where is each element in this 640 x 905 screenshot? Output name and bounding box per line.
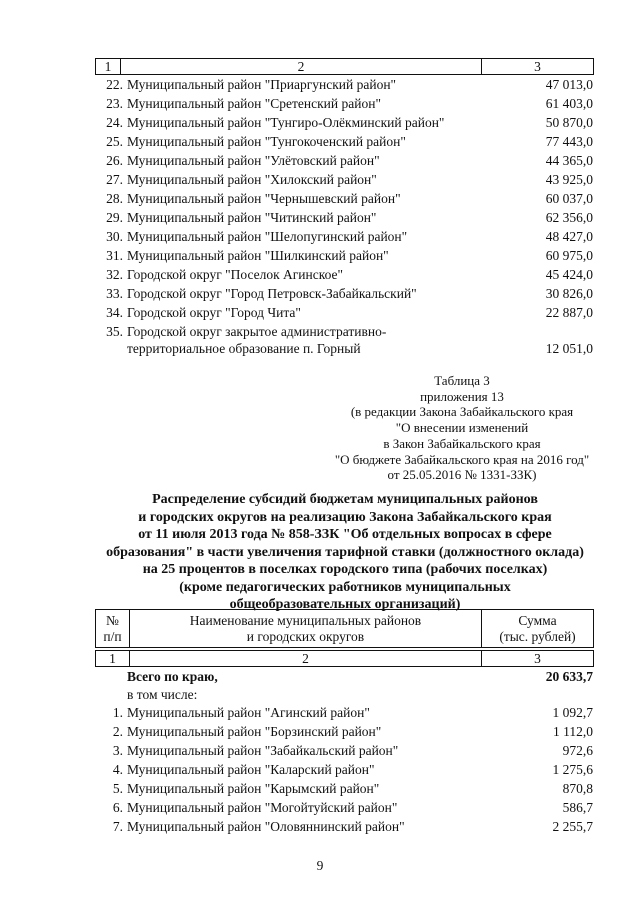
row-value: 43 925,0 [545, 172, 593, 187]
annex-appendix: приложения 13 [420, 388, 504, 404]
row-name: Городской округ закрытое административно- [127, 324, 387, 339]
table2-numbering-2: 2 [302, 651, 309, 666]
row-value: 586,7 [562, 800, 593, 815]
row-value: 44 365,0 [545, 153, 593, 168]
row-value: 972,6 [562, 743, 593, 758]
annex-law-title-2: в Закон Забайкальского края [383, 435, 541, 451]
row-value: 77 443,0 [545, 134, 593, 149]
table-row [103, 780, 593, 798]
header-label: п/п [103, 629, 122, 644]
row-name: Муниципальный район "Забайкальский район" [127, 743, 399, 758]
row-value: 2 255,7 [552, 819, 593, 834]
row-name: Муниципальный район "Приаргунский район" [127, 77, 397, 92]
row-number: 24. [106, 115, 123, 130]
row-name: Муниципальный район "Шилкинский район" [127, 248, 389, 263]
total-value: 20 633,7 [545, 669, 593, 684]
row-name: Городской округ "Город Петровск-Забайкальский" [127, 286, 417, 301]
table-row [103, 818, 593, 836]
row-number: 6. [112, 800, 123, 815]
title-line: от 11 июля 2013 года № 858-ЗЗК "Об отдельных вопросах в сфере [138, 527, 552, 542]
row-value: 12 051,0 [545, 341, 593, 356]
table2-header-sum [481, 613, 594, 645]
row-number: 34. [106, 305, 123, 320]
table-row [103, 761, 593, 779]
header-label: (тыс. рублей) [499, 629, 576, 644]
row-name: Муниципальный район "Тунгиро-Олёкминский район" [127, 115, 445, 130]
row-value: 60 037,0 [545, 191, 593, 206]
table-row [103, 190, 593, 208]
row-name: Муниципальный район "Сретенский район" [127, 96, 381, 111]
row-value: 1 275,6 [552, 762, 593, 777]
table2-numbering-1: 1 [109, 651, 116, 666]
row-name: Муниципальный район "Улётовский район" [127, 153, 380, 168]
row-value: 47 013,0 [545, 77, 593, 92]
row-number: 3. [112, 743, 123, 758]
header-label: Сумма [518, 613, 557, 628]
row-name: Муниципальный район "Агинский район" [127, 705, 370, 720]
table-row [103, 742, 593, 760]
table-row [103, 209, 593, 227]
title-line: на 25 процентов в поселках городского типа (рабочих поселках) [142, 562, 548, 577]
table1-header-num-3: 3 [534, 59, 541, 74]
row-number: 25. [106, 134, 123, 149]
row-value: 1 092,7 [552, 705, 593, 720]
row-value: 61 403,0 [545, 96, 593, 111]
title-line: общеобразовательных организаций) [229, 597, 461, 612]
row-number: 7. [112, 819, 123, 834]
row-name: Городской округ "Город Чита" [127, 305, 301, 320]
table-row [103, 799, 593, 817]
table-row-total [103, 668, 593, 686]
including-label: в том числе: [127, 687, 198, 702]
table-row [103, 340, 593, 358]
row-number: 26. [106, 153, 123, 168]
table-row [103, 152, 593, 170]
row-value: 62 356,0 [545, 210, 593, 225]
title-line: и городских округов на реализацию Закона Забайкальского края [138, 509, 552, 525]
table2-header-name [129, 613, 482, 645]
table-row [103, 266, 593, 284]
row-name: Муниципальный район "Борзинский район" [127, 724, 382, 739]
row-value: 870,8 [562, 781, 593, 796]
header-label: Наименование муниципальных районов [189, 613, 422, 628]
annex-table-number: Таблица 3 [434, 373, 490, 388]
table-row [103, 704, 593, 722]
annex-law-title-1: "О внесении изменений [395, 420, 529, 436]
title-line: (кроме педагогических работников муниципальных [179, 579, 511, 595]
row-value: 22 887,0 [545, 305, 593, 320]
row-name: Городской округ "Поселок Агинское" [127, 267, 344, 282]
table-row [103, 247, 593, 265]
row-number: 31. [106, 248, 123, 263]
table-row [103, 285, 593, 303]
table-row [103, 76, 593, 94]
header-label: и городских округов [246, 629, 365, 644]
row-number: 1. [112, 705, 123, 720]
annex-edition: (в редакции Закона Забайкальского края [350, 404, 574, 420]
row-number: 35. [106, 324, 123, 339]
row-value: 48 427,0 [545, 229, 593, 244]
table-row [103, 228, 593, 246]
table-row [103, 304, 593, 322]
table1-header-num-2: 2 [297, 59, 305, 74]
table-row [103, 723, 593, 741]
page-number: 9 [316, 858, 324, 873]
row-number: 29. [106, 210, 123, 225]
row-number: 27. [106, 172, 123, 187]
row-name: Муниципальный район "Карымский район" [127, 781, 380, 796]
annex-reference [330, 373, 594, 483]
row-name: Муниципальный район "Шелопугинский район" [127, 229, 408, 244]
table-row [103, 323, 593, 341]
row-value: 50 870,0 [545, 115, 593, 130]
row-value: 60 975,0 [545, 248, 593, 263]
row-name-continued: территориальное образование п. Горный [127, 341, 361, 356]
row-name: Муниципальный район "Оловяннинский район" [127, 819, 405, 834]
row-number: 28. [106, 191, 123, 206]
title-line: образования" в части увеличения тарифной ставки (должностного оклада) [106, 544, 584, 560]
row-name: Муниципальный район "Каларский район" [127, 762, 375, 777]
row-number: 2. [112, 724, 123, 739]
row-number: 30. [106, 229, 123, 244]
table-row [103, 171, 593, 189]
row-number: 32. [106, 267, 123, 282]
annex-law-date: от 25.05.2016 № 1331-ЗЗК) [387, 467, 537, 483]
header-label: № [106, 613, 119, 628]
table2-numbering-3: 3 [534, 651, 541, 666]
row-number: 33. [106, 286, 123, 301]
row-number: 4. [112, 762, 123, 777]
total-label: Всего по краю, [127, 669, 218, 684]
row-value: 1 112,0 [553, 724, 593, 739]
table1-header-num-1: 1 [104, 59, 112, 74]
title-line: Распределение субсидий бюджетам муниципальных районов [152, 492, 538, 507]
table-row [103, 114, 593, 132]
row-name: Муниципальный район "Могойтуйский район" [127, 800, 398, 815]
row-name: Муниципальный район "Тунгокоченский район" [127, 134, 406, 149]
row-number: 22. [106, 77, 123, 92]
table-row-including [103, 686, 593, 704]
row-number: 23. [106, 96, 123, 111]
row-value: 30 826,0 [545, 286, 593, 301]
annex-law-title-3: "О бюджете Забайкальского края на 2016 год" [334, 451, 590, 467]
table-row [103, 133, 593, 151]
row-value: 45 424,0 [545, 267, 593, 282]
row-name: Муниципальный район "Читинский район" [127, 210, 377, 225]
table-row [103, 95, 593, 113]
table2-header-num [95, 613, 130, 645]
row-number: 5. [112, 781, 123, 796]
page-title [80, 491, 610, 614]
row-name: Муниципальный район "Чернышевский район" [127, 191, 401, 206]
row-name: Муниципальный район "Хилокский район" [127, 172, 377, 187]
